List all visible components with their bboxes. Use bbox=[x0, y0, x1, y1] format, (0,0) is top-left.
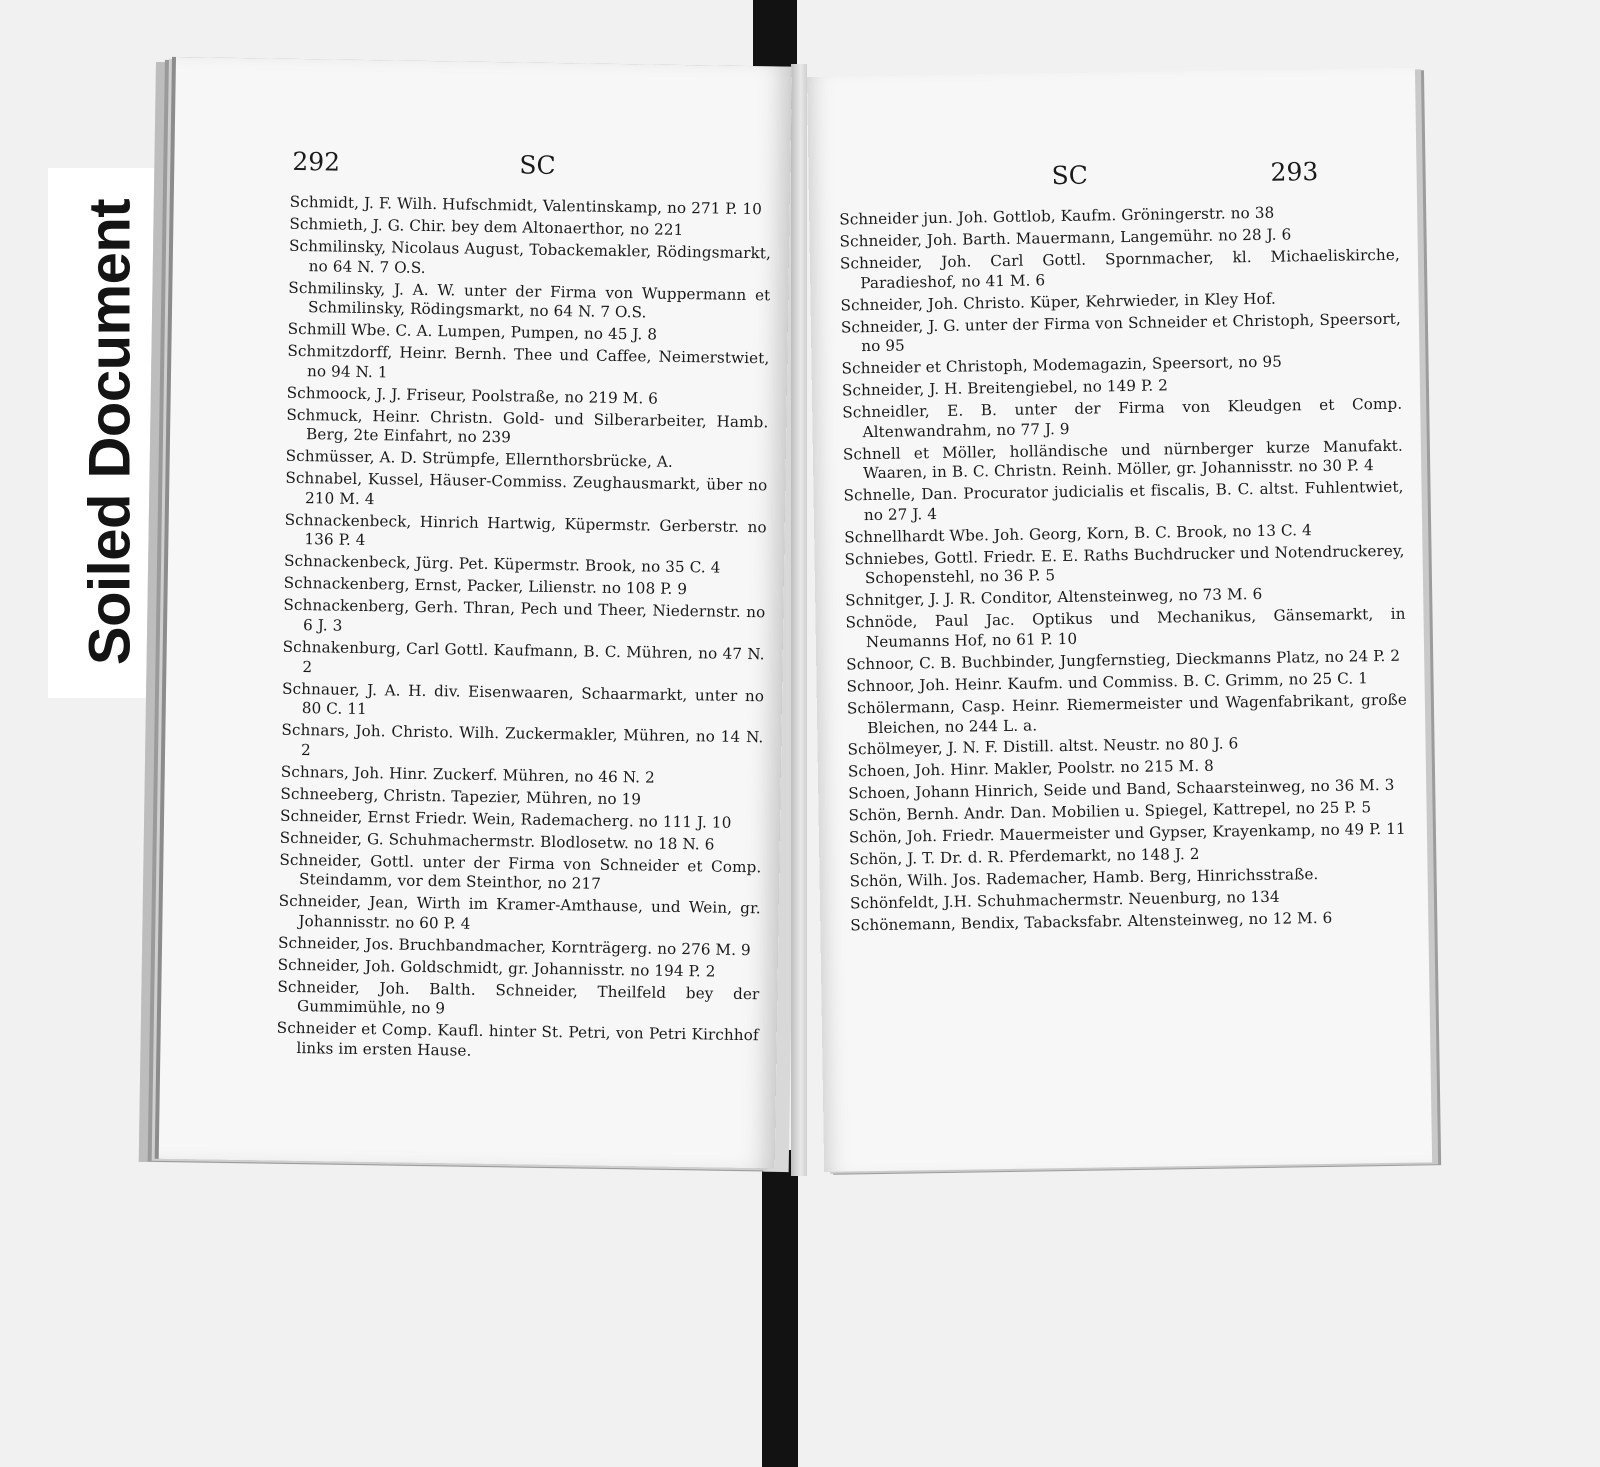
directory-entry: Schneider, Joh. Carl Gottl. Spornmacher, kl. Michaeliskirche, Paradieshof, no 41 M. 6 bbox=[839, 245, 1401, 292]
directory-entry: Schoen, Johann Hinrich, Seide und Band, Schaarsteinweg, no 36 M. 3 bbox=[848, 776, 1395, 803]
directory-entry: Schnelle, Dan. Procurator judicialis et fiscalis, B. C. altst. Fuhlentwiet, no 27 J. 4 bbox=[843, 477, 1404, 524]
directory-entry: Schneider, Joh. Barth. Mauermann, Langemühr. no 28 J. 6 bbox=[839, 225, 1292, 251]
left-page-header bbox=[174, 145, 790, 191]
directory-entry: Schnitger, J. J. R. Conditor, Altensteinweg, no 73 M. 6 bbox=[845, 585, 1263, 610]
directory-entry: Schneider, Jean, Wirth im Kramer-Amthause, und Wein, gr. Johannisstr. no 60 P. 4 bbox=[278, 891, 761, 933]
directory-entry: Schoen, Joh. Hinr. Makler, Poolstr. no 215 M. 8 bbox=[847, 757, 1215, 781]
directory-entry: Schnakenburg, Carl Gottl. Kaufmann, B. C. Mühren, no 47 N. 2 bbox=[282, 637, 765, 676]
right-page bbox=[807, 67, 1432, 1171]
directory-entry: Schnars, Joh. Hinr. Zuckerf. Mühren, no 46 N. 2 bbox=[280, 762, 655, 787]
directory-entry: Schmidt, J. F. Wilh. Hufschmidt, Valentinskamp, no 271 P. 10 bbox=[289, 192, 763, 219]
directory-entry: Schönemann, Bendix, Tabacksfabr. Altensteinweg, no 12 M. 6 bbox=[850, 909, 1333, 935]
directory-entry: Schön, Joh. Friedr. Mauermeister und Gypser, Krayenkamp, no 49 P. 11 bbox=[848, 820, 1406, 847]
directory-entry: Schnars, Joh. Christo. Wilh. Zuckermakler, Mühren, no 14 N. 2 bbox=[281, 720, 764, 759]
directory-entry: Schön, Wilh. Jos. Rademacher, Hamb. Berg, Hinrichsstraße. bbox=[849, 865, 1319, 891]
directory-entry: Schneider et Comp. Kaufl. hinter St. Petri, von Petri Kirchhof links im ersten Hause. bbox=[276, 1019, 759, 1060]
directory-entry: Schnell et Möller, holländische und nürnberger kurze Manufakt. Waaren, in B. C. Christn. Reinh. Möller, gr. Johannisstr. no 30 P. 4 bbox=[842, 436, 1404, 483]
directory-entry: Schölermann, Casp. Heinr. Riemermeister und Wagenfabrikant, große Bleichen, no 244 L. a. bbox=[846, 690, 1407, 737]
directory-entry: Schmüsser, A. D. Strümpfe, Ellernthorsbrücke, A. bbox=[285, 447, 674, 472]
directory-entry: Schönfeldt, J.H. Schuhmachermstr. Neuenburg, no 134 bbox=[849, 888, 1280, 913]
right-page-header bbox=[808, 155, 1416, 201]
left-page-number: 292 bbox=[292, 146, 341, 177]
left-entry-list bbox=[160, 191, 790, 1068]
right-page-number: 293 bbox=[1270, 156, 1319, 187]
directory-entry: Schnauer, J. A. H. div. Eisenwaaren, Schaarmarkt, unter no 80 C. 11 bbox=[281, 679, 765, 719]
directory-entry: Schmuck, Heinr. Christn. Gold- und Silberarbeiter, Hamb. Berg, 2te Einfahrt, no 239 bbox=[286, 405, 769, 447]
directory-entry: Schnellhardt Wbe. Joh. Georg, Korn, B. C. Brook, no 13 C. 4 bbox=[844, 520, 1312, 547]
bookmark-ribbon-bottom bbox=[762, 1150, 798, 1467]
directory-entry: Schnöde, Paul Jac. Optikus und Mechanikus, Gänsemarkt, in Neumanns Hof, no 61 P. 10 bbox=[845, 605, 1406, 652]
directory-entry: Schneider, Joh. Christo. Küper, Kehrwieder, in Kley Hof. bbox=[840, 289, 1277, 315]
directory-entry: Schneider, Joh. Balth. Schneider, Theilfeld bey der Gummimühle, no 9 bbox=[277, 977, 760, 1018]
directory-entry: Schneider, Joh. Goldschmidt, gr. Johannisstr. no 194 P. 2 bbox=[277, 955, 716, 981]
directory-entry: Schneidler, E. B. unter der Firma von Kleudgen et Comp. Altenwandrahm, no 77 J. 9 bbox=[842, 394, 1403, 441]
directory-entry: Schmieth, J. G. Chir. bey dem Altonaerthor, no 221 bbox=[289, 214, 684, 239]
directory-entry: Schnackenbeck, Jürg. Pet. Küpermstr. Brook, no 35 C. 4 bbox=[283, 552, 721, 578]
directory-entry: Schnackenberg, Gerh. Thran, Pech und Theer, Niedernstr. no 6 J. 3 bbox=[283, 596, 766, 635]
directory-entry: Schmoock, J. J. Friseur, Poolstraße, no 219 M. 6 bbox=[286, 383, 659, 408]
right-entry-list bbox=[809, 201, 1428, 939]
directory-entry: Schneider, Ernst Friedr. Wein, Rademacherg. no 111 J. 10 bbox=[279, 806, 732, 832]
directory-entry: Schneider, Gottl. unter der Firma von Schneider et Comp. Steindamm, vor dem Steinthor, no 217 bbox=[279, 850, 762, 893]
directory-entry: Schmitzdorff, Heinr. Bernh. Thee und Caffee, Neimerstwiet, no 94 N. 1 bbox=[287, 341, 770, 382]
directory-entry: Schmilinsky, J. A. W. unter der Firma von Wuppermann et Schmilinsky, Rödingsmarkt, no 64 N. 7 O.S. bbox=[288, 278, 771, 322]
left-page bbox=[159, 57, 792, 1169]
directory-entry: Schmill Wbe. C. A. Lumpen, Pumpen, no 45 J. 8 bbox=[287, 319, 658, 344]
directory-entry: Schölmeyer, J. N. F. Distill. altst. Neustr. no 80 J. 6 bbox=[847, 734, 1239, 759]
directory-entry: Schnackenberg, Ernst, Packer, Lilienstr. no 108 P. 9 bbox=[283, 574, 688, 599]
directory-entry: Schmilinsky, Nicolaus August, Tobackemakler, Rödingsmarkt, no 64 N. 7 O.S. bbox=[288, 236, 772, 277]
directory-entry: Schneider, J. G. unter der Firma von Schneider et Christoph, Speersort, no 95 bbox=[840, 309, 1402, 356]
directory-entry: Schnoor, Joh. Heinr. Kaufm. und Commiss. B. C. Grimm, no 25 C. 1 bbox=[846, 669, 1369, 696]
soiled-document-label: Soiled Document bbox=[77, 198, 143, 666]
directory-entry: Schön, J. T. Dr. d. R. Pferdemarkt, no 148 J. 2 bbox=[849, 845, 1200, 869]
directory-entry: Schneider jun. Joh. Gottlob, Kaufm. Gröningerstr. no 38 bbox=[839, 203, 1275, 229]
directory-entry: Schön, Bernh. Andr. Dan. Mobilien u. Spiegel, Kattrepel, no 25 P. 5 bbox=[848, 798, 1372, 825]
book-gutter bbox=[791, 64, 807, 1176]
directory-entry: Schneider, Jos. Bruchbandmacher, Kornträgerg. no 276 M. 9 bbox=[277, 933, 751, 959]
directory-entry: Schnoor, C. B. Buchbinder, Jungfernstieg, Dieckmanns Platz, no 24 P. 2 bbox=[846, 646, 1401, 674]
right-running-head: SC bbox=[1051, 160, 1089, 191]
directory-entry: Schneider, J. H. Breitengiebel, no 149 P. 2 bbox=[841, 376, 1169, 400]
left-running-head: SC bbox=[519, 150, 556, 180]
directory-entry: Schnackenbeck, Hinrich Hartwig, Küpermstr. Gerberstr. no 136 P. 4 bbox=[284, 510, 767, 550]
directory-entry: Schneider, G. Schuhmachermstr. Blodlosetw. no 18 N. 6 bbox=[279, 828, 715, 854]
directory-entry: Schneider et Christoph, Modemagazin, Speersort, no 95 bbox=[841, 352, 1283, 378]
directory-entry: Schneeberg, Christn. Tapezier, Mühren, no 19 bbox=[280, 784, 642, 809]
directory-entry: Schnabel, Kussel, Häuser-Commiss. Zeughausmarkt, über no 210 M. 4 bbox=[285, 469, 768, 509]
directory-entry: Schniebes, Gottl. Friedr. E. E. Raths Buchdrucker und Notendruckerey, Schopenstehl, no 36 P. 5 bbox=[844, 541, 1405, 588]
